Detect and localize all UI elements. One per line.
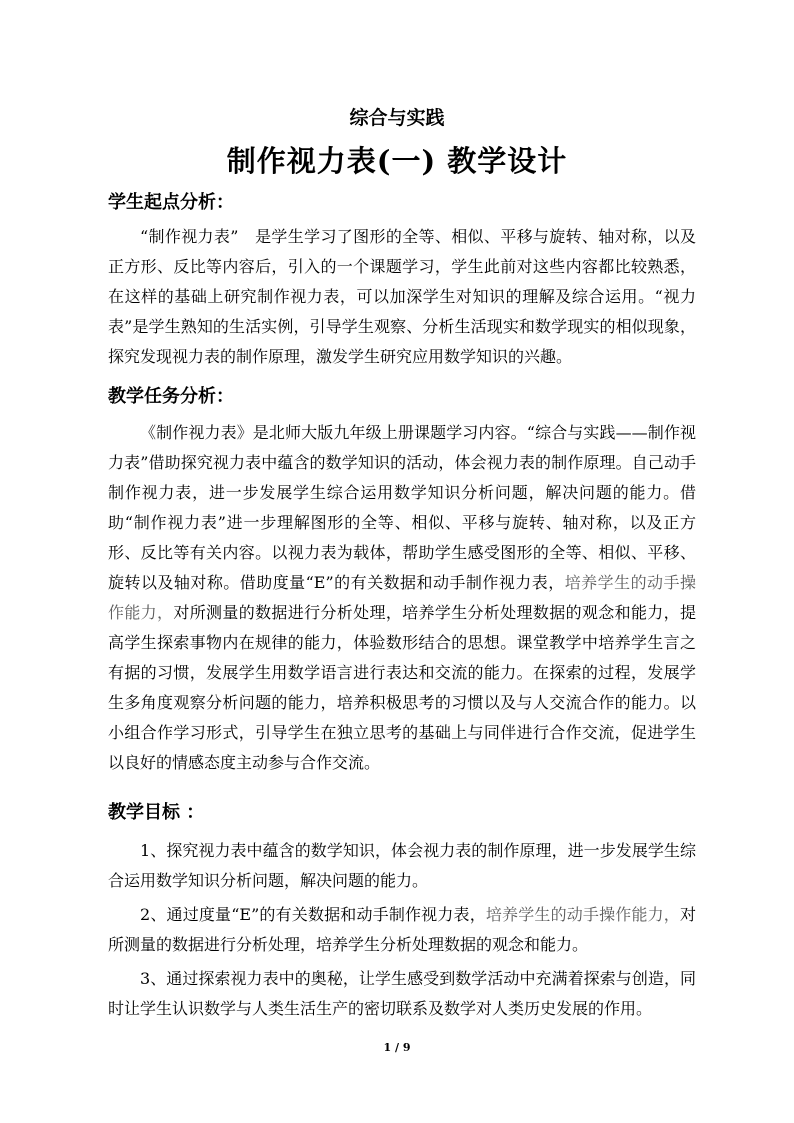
goal-item-1: 1、探究视力表中蕴含的数学知识，体会视力表的制作原理，进一步发展学生综合运用数学知识分析问题，解决问题的能力。: [108, 841, 696, 890]
paragraph-tasks-part-1: 《制作视力表》是北师大版九年级上册课题学习内容。“综合与实践——制作视力表”借助探究视力表中蕴含的数学知识的活动，体会视力表的制作原理。自己动手制作视力表，进一步发展学生综合运用数学知识分析问题，解决问题的能力。借助“制作视力表”进一步理解图形的全等、相似、平移与旋转、轴对称，以及正方形、反比等有关内容。以视力表为载体，帮助学生感受图形的全等、相似、平移、旋转以及轴对称。借助度量“E”的有关数据和动手制作视力表，: [108, 423, 696, 592]
section-heading-tasks: 教学任务分析：: [108, 386, 234, 407]
goal-item-2-part-1: 2、通过度量“E”的有关数据和动手制作视力表，: [140, 905, 486, 924]
goal-item-2: [108, 900, 696, 960]
goal-item-2-part-2: 对所测量的数据进行分析处理，培养学生分析处理数据的观念和能力。: [108, 905, 696, 954]
paragraph-tasks-highlight: 培养学生的动手操作能力，: [108, 573, 696, 622]
section-heading-students: 学生起点分析：: [108, 192, 234, 213]
paragraph-tasks: [108, 418, 696, 778]
goal-item-3: 3、通过探索视力表中的奥秘，让学生感受到数学活动中充满着探索与创造，同时让学生认识数学与人类生活生产的密切联系及数学对人类历史发展的作用。: [108, 969, 696, 1018]
goal-item-2-highlight: 培养学生的动手操作能力，: [485, 905, 680, 924]
paragraph-students: “制作视力表” 是学生学习了图形的全等、相似、平移与旋转、轴对称，以及正方形、反比等内容后，引入的一个课题学习，学生此前对这些内容都比较熟悉，在这样的基础上研究制作视力表，可以加深学生对知识的理解及综合运用。“视力表”是学生熟知的生活实例，引导学生观察、分析生活现实和数学现实的相似现象，探究发现视力表的制作原理，激发学生研究应用数学知识的兴趣。: [108, 227, 696, 366]
document-title: 制作视力表(一) 教学设计: [226, 144, 568, 178]
section-heading-goals: 教学目标 ：: [108, 802, 205, 823]
document-subtitle: 综合与实践: [349, 107, 445, 129]
paragraph-tasks-part-2: 对所测量的数据进行分析处理，培养学生分析处理数据的观念和能力，提高学生探索事物内在规律的能力，体验数形结合的思想。课堂教学中培养学生言之有据的习惯，发展学生用数学语言进行表达和交流的能力。在探索的过程，发展学生多角度观察分析问题的能力，培养积极思考的习惯以及与人交流合作的能力。以小组合作学习形式，引导学生在独立思考的基础上与同伴进行合作交流，促进学生以良好的情感态度主动参与合作交流。: [108, 603, 696, 772]
page-number: 1 / 9: [383, 1041, 411, 1054]
